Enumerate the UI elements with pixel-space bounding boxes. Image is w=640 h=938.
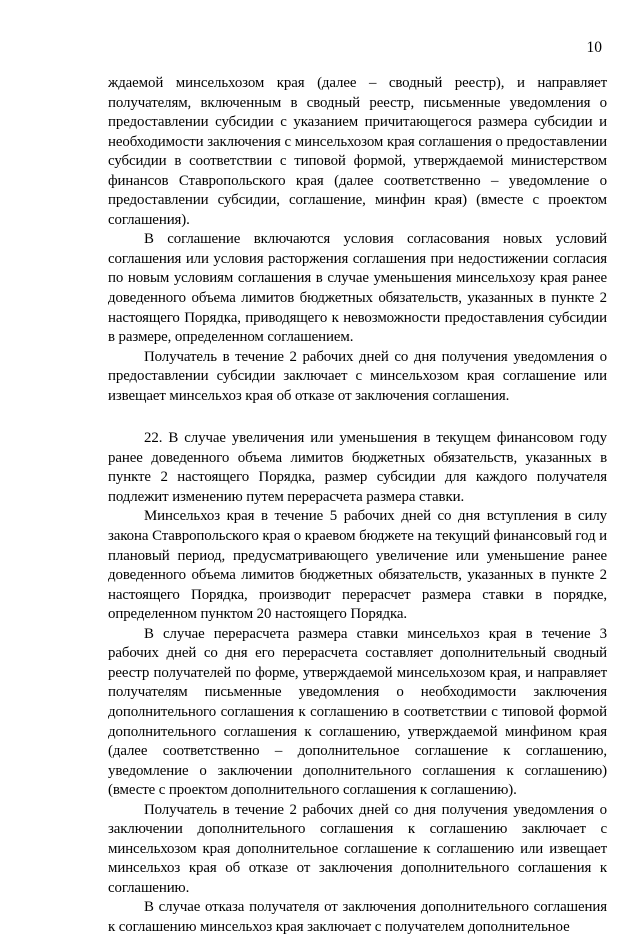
page-number: 10 xyxy=(586,39,602,56)
paragraph-additional-agreement-response: Получатель в течение 2 рабочих дней со дня получения уведомления о заключении дополнительного соглашения к соглашению заключает с минсельхозом края дополнительное соглашение к соглашению или извещает минсельхоз края об отказе от заключения дополнительного соглашения к соглашению. xyxy=(108,801,607,896)
paragraph-rate-recalculation: Минсельхоз края в течение 5 рабочих дней со дня вступления в силу закона Ставропольского края о краевом бюджете на текущий финансовый год и плановый период, предусматривающего увеличение или уменьшение ранее доведенного объема лимитов бюджетных обязательств, указанных в пункте 2 настоящего Порядка, производит перерасчет размера ставки в порядке, определенном пунктом 20 настоящего Порядка. xyxy=(108,508,607,623)
paragraph-additional-registry: В случае перерасчета размера ставки минсельхоз края в течение 3 рабочих дней со дня его перерасчета составляет дополнительный сводный реестр получателей по форме, утверждаемой минсельхозом края, и направляет получателям письменные уведомления о необходимости заключения дополнительного соглашения к соглашению в соответствии с типовой формой дополнительного соглашения к соглашению, утверждаемой минфином края (далее соответственно – дополнительное соглашение к соглашению, уведомление о заключении дополнительного соглашения к соглашению) (вместе с проектом дополнительного соглашения к соглашению). xyxy=(108,625,607,799)
paragraph-refusal: В случае отказа получателя от заключения дополнительного соглашения к соглашению минсельхоз края заключает с получателем дополнительное xyxy=(108,899,607,935)
paragraph-clause-22: 22. В случае увеличения или уменьшения в текущем финансовом году ранее доведенного объема лимитов бюджетных обязательств, указанных в пункте 2 настоящего Порядка, размер субсидии для каждого получателя подлежит изменению путем перерасчета размера ставки. xyxy=(108,430,607,505)
document-body xyxy=(108,74,607,938)
paragraph-continuation: ждаемой минсельхозом края (далее – сводный реестр), и направляет получателям, включенным в сводный реестр, письменные уведомления о предоставлении субсидии с указанием причитающегося размера субсидии и необходимости заключения с минсельхозом края соглашения о предоставлении субсидии в соответствии с типовой формой, утверждаемой министерством финансов Ставропольского края (далее соответственно – уведомление о предоставлении субсидии, соглашение, минфин края) (вместе с проектом соглашения). xyxy=(108,75,607,228)
paragraph-recipient-response: Получатель в течение 2 рабочих дней со дня получения уведомления о предоставлении субсидии заключает с минсельхозом края соглашение или извещает минсельхоз края об отказе от заключения соглашения. xyxy=(108,348,607,404)
paragraph-agreement-terms: В соглашение включаются условия согласования новых условий соглашения или условия расторжения соглашения при недостижении согласия по новым условиям соглашения в случае уменьшения минсельхозу края ранее доведенного объема лимитов бюджетных обязательств, указанных в пункте 2 настоящего Порядка, приводящего к невозможности предоставления субсидии в размере, определенном соглашением. xyxy=(108,231,607,346)
